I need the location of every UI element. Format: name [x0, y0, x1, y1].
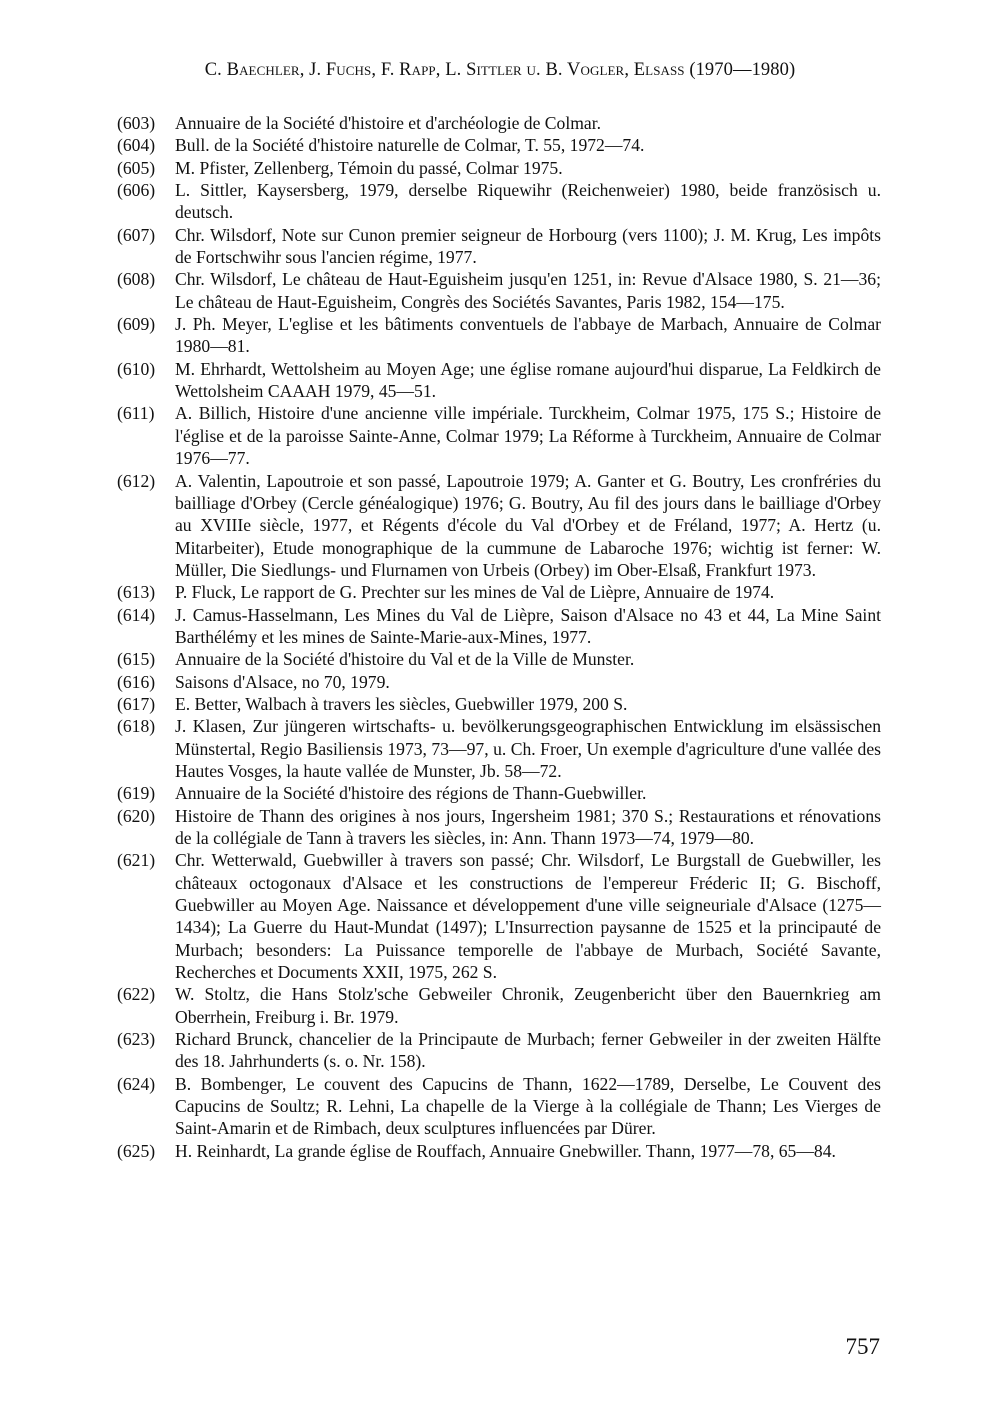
reference-entry	[117, 693, 881, 715]
reference-entry	[117, 805, 881, 850]
reference-number: (625)	[117, 1140, 156, 1161]
reference-text: M. Ehrhardt, Wettolsheim au Moyen Age; une église romane aujourd'hui disparue, La Feldkirch de Wettolsheim CAAAH 1979, 45—51.	[175, 358, 881, 402]
reference-entry	[117, 358, 881, 403]
reference-number: (620)	[117, 805, 156, 826]
reference-number: (623)	[117, 1029, 156, 1050]
reference-number: (609)	[117, 314, 156, 335]
reference-entry	[117, 268, 881, 313]
reference-text: A. Billich, Histoire d'une ancienne ville impériale. Turckheim, Colmar 1975, 175 S.; Histoire de l'église et de la paroisse Sainte-Anne, Colmar 1979; La Réforme à Turckheim, Annuaire de Colmar 1976—77.	[175, 403, 881, 469]
reference-entry	[117, 1140, 881, 1162]
reference-entry	[117, 604, 881, 649]
reference-entry	[117, 470, 881, 582]
reference-text: J. Ph. Meyer, L'eglise et les bâtiments conventuels de l'abbaye de Marbach, Annuaire de Colmar 1980—81.	[175, 314, 881, 357]
reference-number: (612)	[117, 470, 156, 491]
reference-text: B. Bombenger, Le couvent des Capucins de Thann, 1622—1789, Derselbe, Le Couvent des Capucins de Soultz; R. Lehni, La chapelle de la Vierge à la collégiale de Thann; Les Vierges de Saint-Amarin et de Rimbach, deux sculptures influencées par Dürer.	[175, 1073, 881, 1139]
reference-entry	[117, 112, 881, 134]
reference-number: (619)	[117, 783, 156, 804]
reference-text: A. Valentin, Lapoutroie et son passé, Lapoutroie 1979; A. Ganter et G. Boutry, Les cronfréries du bailliage d'Orbey (Cercle généalogique) 1976; G. Boutry, Au fil des jours dans le bailliage d'Orbey au XVIIIe siècle, 1977, et Régents d'école du Val d'Orbey et de Fréland, 1977; A. Hertz (u. Mitarbeiter), Etude monographique de la cummune de Labaroche 1976; wichtig ist ferner: W. Müller, Die Siedlungs- und Flurnamen von Urbeis (Orbey) im Ober-Elsaß, Frankfurt 1973.	[175, 470, 881, 580]
reference-number: (624)	[117, 1073, 156, 1094]
reference-text: Bull. de la Société d'histoire naturelle de Colmar, T. 55, 1972—74.	[175, 135, 645, 156]
reference-text: J. Camus-Hasselmann, Les Mines du Val de Lièpre, Saison d'Alsace no 43 et 44, La Mine Saint Barthélémy et les mines de Sainte-Marie-aux-Mines, 1977.	[175, 604, 881, 647]
reference-text: Annuaire de la Société d'histoire des régions de Thann-Guebwiller.	[175, 783, 647, 804]
reference-entry	[117, 671, 881, 693]
reference-number: (608)	[117, 269, 156, 290]
reference-number: (621)	[117, 850, 156, 871]
reference-text: Saisons d'Alsace, no 70, 1979.	[175, 671, 390, 692]
reference-number: (613)	[117, 582, 156, 603]
reference-number: (610)	[117, 358, 156, 379]
reference-text: Annuaire de la Société d'histoire du Val et de la Ville de Munster.	[175, 649, 635, 670]
reference-text: Annuaire de la Société d'histoire et d'archéologie de Colmar.	[175, 113, 602, 133]
reference-text: Chr. Wilsdorf, Note sur Cunon premier seigneur de Horbourg (vers 1100); J. M. Krug, Les impôts de Fortschwihr sous l'ancien régime, 1977.	[175, 224, 881, 268]
page-number: 757	[845, 1334, 880, 1359]
reference-number: (615)	[117, 649, 156, 670]
reference-entry	[117, 224, 881, 269]
running-header	[0, 60, 1000, 81]
reference-number: (606)	[117, 180, 156, 201]
reference-number: (604)	[117, 135, 156, 156]
reference-entry	[117, 402, 881, 469]
running-header-text: C. Baechler, J. Fuchs, F. Rapp, L. Sittler u. B. Vogler, Elsaß (1970—1980)	[204, 60, 796, 80]
reference-entry	[117, 715, 881, 782]
reference-number: (611)	[117, 403, 155, 424]
reference-number: (618)	[117, 716, 156, 737]
reference-text: H. Reinhardt, La grande église de Rouffach, Annuaire Gnebwiller. Thann, 1977—78, 65—84.	[175, 1140, 836, 1161]
reference-number: (622)	[117, 984, 156, 1005]
reference-entry	[117, 134, 881, 156]
reference-entry	[117, 157, 881, 179]
reference-text: E. Better, Walbach à travers les siècles, Guebwiller 1979, 200 S.	[175, 693, 628, 714]
reference-text: Chr. Wilsdorf, Le château de Haut-Eguisheim jusqu'en 1251, in: Revue d'Alsace 1980, S. 21—36; Le château de Haut-Eguisheim, Congrès des Sociétés Savantes, Paris 1982, 154—175.	[175, 269, 881, 312]
reference-entry	[117, 581, 881, 603]
reference-text: M. Pfister, Zellenberg, Témoin du passé, Colmar 1975.	[175, 157, 563, 178]
reference-entry	[117, 849, 881, 983]
reference-entry	[117, 1073, 881, 1140]
reference-text: Chr. Wetterwald, Guebwiller à travers son passé; Chr. Wilsdorf, Le Burgstall de Guebwiller, les châteaux octogonaux d'Alsace et les constructions de l'empereur Fréderic II; G. Bischoff, Guebwiller au Moyen Age. Naissance et développement d'une ville seigneuriale d'Alsace (1275—1434); La Guerre du Haut-Mundat (1497); L'Insurrection paysanne de 1525 et la principauté de Murbach; besonders: La Puissance temporelle de l'abbaye de Murbach, Société Savante, Recherches et Documents XXII, 1975, 262 S.	[175, 850, 881, 983]
reference-entry	[117, 179, 881, 224]
reference-number: (617)	[117, 693, 156, 714]
reference-entry	[117, 648, 881, 670]
reference-number: (614)	[117, 604, 156, 625]
reference-text: L. Sittler, Kaysersberg, 1979, derselbe Riquewihr (Reichenweier) 1980, beide französisch u. deutsch.	[175, 180, 881, 223]
reference-number: (603)	[117, 113, 156, 133]
reference-list	[117, 112, 881, 1162]
reference-text: Richard Brunck, chancelier de la Principaute de Murbach; ferner Gebweiler in der zweiten Hälfte des 18. Jahrhunderts (s. o. Nr. 158).	[175, 1029, 881, 1072]
reference-text: P. Fluck, Le rapport de G. Prechter sur les mines de Val de Lièpre, Annuaire de 1974.	[175, 582, 775, 603]
reference-number: (605)	[117, 157, 156, 178]
reference-number: (607)	[117, 224, 156, 245]
reference-entry	[117, 983, 881, 1028]
reference-entry	[117, 313, 881, 358]
reference-text: J. Klasen, Zur jüngeren wirtschafts- u. bevölkerungsgeographischen Entwicklung im elsässischen Münstertal, Regio Basiliensis 1973, 73—97, u. Ch. Froer, Un exemple d'agriculture d'une vallée des Hautes Vosges, la haute vallée de Munster, Jb. 58—72.	[175, 716, 881, 781]
reference-entry	[117, 1028, 881, 1073]
reference-entry	[117, 782, 881, 804]
reference-text: Histoire de Thann des origines à nos jours, Ingersheim 1981; 370 S.; Restaurations et rénovations de la collégiale de Tann à travers les siècles, in: Ann. Thann 1973—74, 1979—80.	[175, 805, 881, 848]
reference-number: (616)	[117, 671, 156, 692]
reference-text: W. Stoltz, die Hans Stolz'sche Gebweiler Chronik, Zeugenbericht über den Bauernkrieg am Oberrhein, Freiburg i. Br. 1979.	[175, 984, 881, 1027]
